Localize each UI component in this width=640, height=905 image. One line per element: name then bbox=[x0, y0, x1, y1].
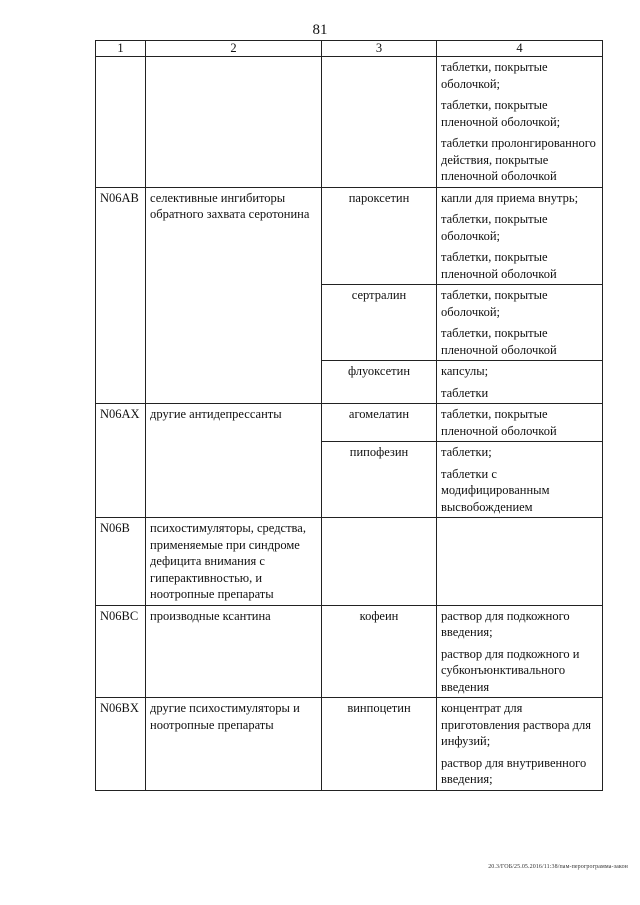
dosage-forms-cell bbox=[437, 442, 603, 518]
dosage-form: раствор для подкожного и субконъюнктивального введения bbox=[441, 646, 580, 694]
dosage-form: капсулы; bbox=[441, 364, 489, 378]
column-header-3: 3 bbox=[322, 41, 437, 57]
table-row bbox=[96, 404, 603, 442]
column-header-4: 4 bbox=[437, 41, 603, 57]
dosage-forms-cell bbox=[437, 285, 603, 361]
dosage-form: раствор для внутривенного введения; bbox=[441, 755, 587, 786]
dosage-form: раствор для подкожного введения; bbox=[441, 608, 570, 639]
dosage-forms-cell bbox=[437, 698, 603, 791]
dosage-form: капли для приема внутрь; bbox=[441, 190, 579, 205]
dosage-form: концентрат для приготовления раствора для инфузий; bbox=[441, 701, 591, 748]
dosage-forms-cell bbox=[437, 605, 603, 698]
dosage-form: таблетки, покрытые пленочной оболочкой; bbox=[441, 98, 561, 129]
footer-stamp: 20.3/ГОБ/25.05.2016/11:38/пам-перогрограмма-закон bbox=[488, 864, 628, 870]
atc-code-cell: N06AB bbox=[96, 187, 146, 404]
inn-cell: винпоцетин bbox=[322, 698, 437, 791]
inn-cell bbox=[322, 518, 437, 606]
dosage-form: таблетки с модифицированным высвобождением bbox=[441, 466, 550, 514]
dosage-form: таблетки, покрытые оболочкой; bbox=[441, 60, 548, 91]
inn-cell: пароксетин bbox=[322, 187, 437, 285]
dosage-form: таблетки, покрытые оболочкой; bbox=[441, 288, 548, 319]
atc-code-cell: N06B bbox=[96, 518, 146, 606]
dosage-forms-cell bbox=[437, 187, 603, 285]
group-name-cell bbox=[146, 57, 322, 188]
table-row bbox=[96, 605, 603, 698]
inn-cell: флуоксетин bbox=[322, 361, 437, 404]
page-number: 81 bbox=[312, 22, 328, 38]
atc-code-cell: N06AX bbox=[96, 404, 146, 518]
inn-cell: кофеин bbox=[322, 605, 437, 698]
inn-cell: агомелатин bbox=[322, 404, 437, 442]
group-name-cell: психостимуляторы, средства, применяемые при синдроме дефицита внимания с гиперактивностью, и ноотропные препараты bbox=[146, 518, 322, 606]
dosage-form: таблетки; bbox=[441, 445, 492, 459]
inn-cell: пипофезин bbox=[322, 442, 437, 518]
group-name-cell: селективные ингибиторы обратного захвата серотонина bbox=[146, 187, 322, 404]
column-header-2: 2 bbox=[146, 41, 322, 57]
dosage-forms-cell bbox=[437, 57, 603, 188]
atc-code-cell: N06BC bbox=[96, 605, 146, 698]
dosage-form: таблетки, покрытые пленочной оболочкой bbox=[441, 407, 557, 438]
table-row bbox=[96, 57, 603, 188]
inn-cell bbox=[322, 57, 437, 188]
inn-cell: сертралин bbox=[322, 285, 437, 361]
group-name-cell: другие психостимуляторы и ноотропные препараты bbox=[146, 698, 322, 791]
column-header-1: 1 bbox=[96, 41, 146, 57]
dosage-forms-cell bbox=[437, 404, 603, 442]
dosage-form: таблетки, покрытые пленочной оболочкой bbox=[441, 250, 557, 281]
dosage-forms-cell bbox=[437, 518, 603, 606]
header-row bbox=[96, 41, 603, 57]
atc-code-cell: N06BX bbox=[96, 698, 146, 791]
table-row bbox=[96, 518, 603, 606]
dosage-form: таблетки пролонгированного действия, покрытые пленочной оболочкой bbox=[441, 136, 596, 183]
dosage-form: таблетки, покрытые оболочкой; bbox=[441, 212, 548, 243]
group-name-cell: производные ксантина bbox=[146, 605, 322, 698]
dosage-forms-cell bbox=[437, 361, 603, 404]
table-row bbox=[96, 698, 603, 791]
dosage-form: таблетки, покрытые пленочной оболочкой bbox=[441, 326, 557, 357]
group-name-cell: другие антидепрессанты bbox=[146, 404, 322, 518]
table-row bbox=[96, 187, 603, 285]
dosage-form: таблетки bbox=[441, 385, 489, 400]
atc-code-cell bbox=[96, 57, 146, 188]
drug-table bbox=[95, 40, 603, 791]
